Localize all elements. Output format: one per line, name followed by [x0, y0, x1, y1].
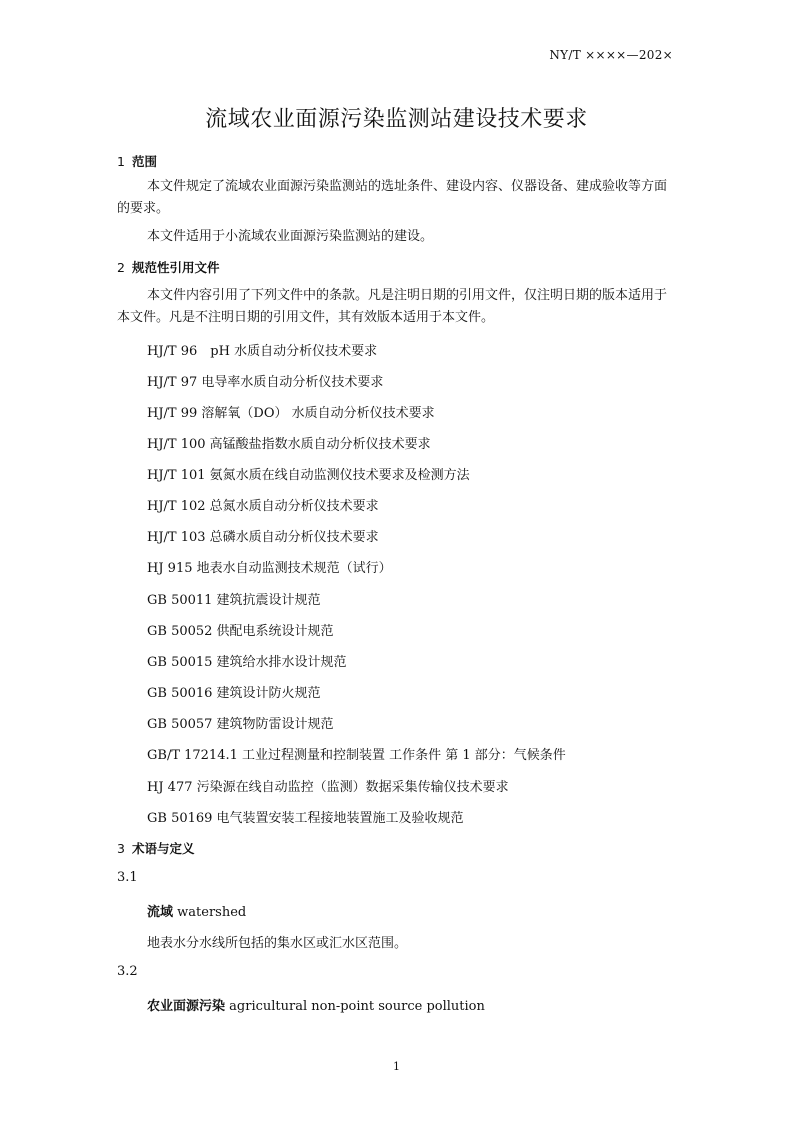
reference-item: HJ/T 102 总氮水质自动分析仪技术要求: [147, 499, 379, 514]
term-english: watershed: [177, 905, 247, 920]
reference-item: HJ/T 100 高锰酸盐指数水质自动分析仪技术要求: [147, 437, 431, 452]
section-title: 规范性引用文件: [132, 260, 220, 275]
reference-item: GB 50011 建筑抗震设计规范: [147, 593, 321, 608]
reference-item: GB 50057 建筑物防雷设计规范: [147, 717, 334, 732]
reference-item: HJ 477 污染源在线自动监控（监测）数据采集传输仪技术要求: [147, 780, 509, 795]
reference-item: HJ/T 99 溶解氧（DO） 水质自动分析仪技术要求: [147, 406, 435, 421]
reference-item: HJ/T 101 氨氮水质在线自动监测仪技术要求及检测方法: [147, 468, 470, 483]
references-intro: 本文件内容引用了下列文件中的条款。凡是注明日期的引用文件，仅注明日期的版本适用于本文件。凡是不注明日期的引用文件，其有效版本适用于本文件。: [117, 288, 668, 325]
reference-item: GB 50169 电气装置安装工程接地装置施工及验收规范: [147, 811, 464, 826]
term-chinese: 流域: [147, 905, 174, 920]
section-number: 3: [117, 841, 125, 856]
section-heading-3: [117, 839, 195, 857]
section-number: 1: [117, 154, 125, 169]
term-definition: 地表水分水线所包括的集水区或汇水区范围。: [147, 936, 408, 951]
term-entry: [147, 901, 246, 920]
reference-item: HJ/T 103 总磷水质自动分析仪技术要求: [147, 530, 379, 545]
section-heading-1: [117, 152, 157, 170]
clause-number: 3.1: [117, 870, 138, 885]
term-english: agricultural non-point source pollution: [229, 999, 485, 1014]
reference-item: GB 50016 建筑设计防火规范: [147, 686, 321, 701]
section-title: 术语与定义: [132, 841, 195, 856]
scope-paragraph-1: 本文件规定了流域农业面源污染监测站的选址条件、建设内容、仪器设备、建成验收等方面的要求。: [117, 179, 668, 216]
term-entry: [147, 995, 485, 1014]
reference-item: GB 50052 供配电系统设计规范: [147, 624, 334, 639]
term-chinese: 农业面源污染: [147, 999, 226, 1014]
section-heading-2: [117, 258, 220, 276]
scope-paragraph-2: 本文件适用于小流域农业面源污染监测站的建设。: [147, 229, 434, 244]
document-title: 流域农业面源污染监测站建设技术要求: [205, 107, 588, 132]
page-number: 1: [393, 1060, 400, 1073]
standard-code: NY/T ××××—202×: [549, 48, 673, 62]
reference-item: HJ/T 97 电导率水质自动分析仪技术要求: [147, 375, 384, 390]
reference-item: HJ/T 96 pH 水质自动分析仪技术要求: [147, 344, 378, 359]
clause-number: 3.2: [117, 964, 138, 979]
section-number: 2: [117, 260, 125, 275]
section-title: 范围: [132, 154, 158, 169]
reference-item: HJ 915 地表水自动监测技术规范（试行）: [147, 561, 392, 576]
reference-item: GB/T 17214.1 工业过程测量和控制装置 工作条件 第 1 部分：气候条件: [147, 748, 566, 763]
reference-item: GB 50015 建筑给水排水设计规范: [147, 655, 347, 670]
